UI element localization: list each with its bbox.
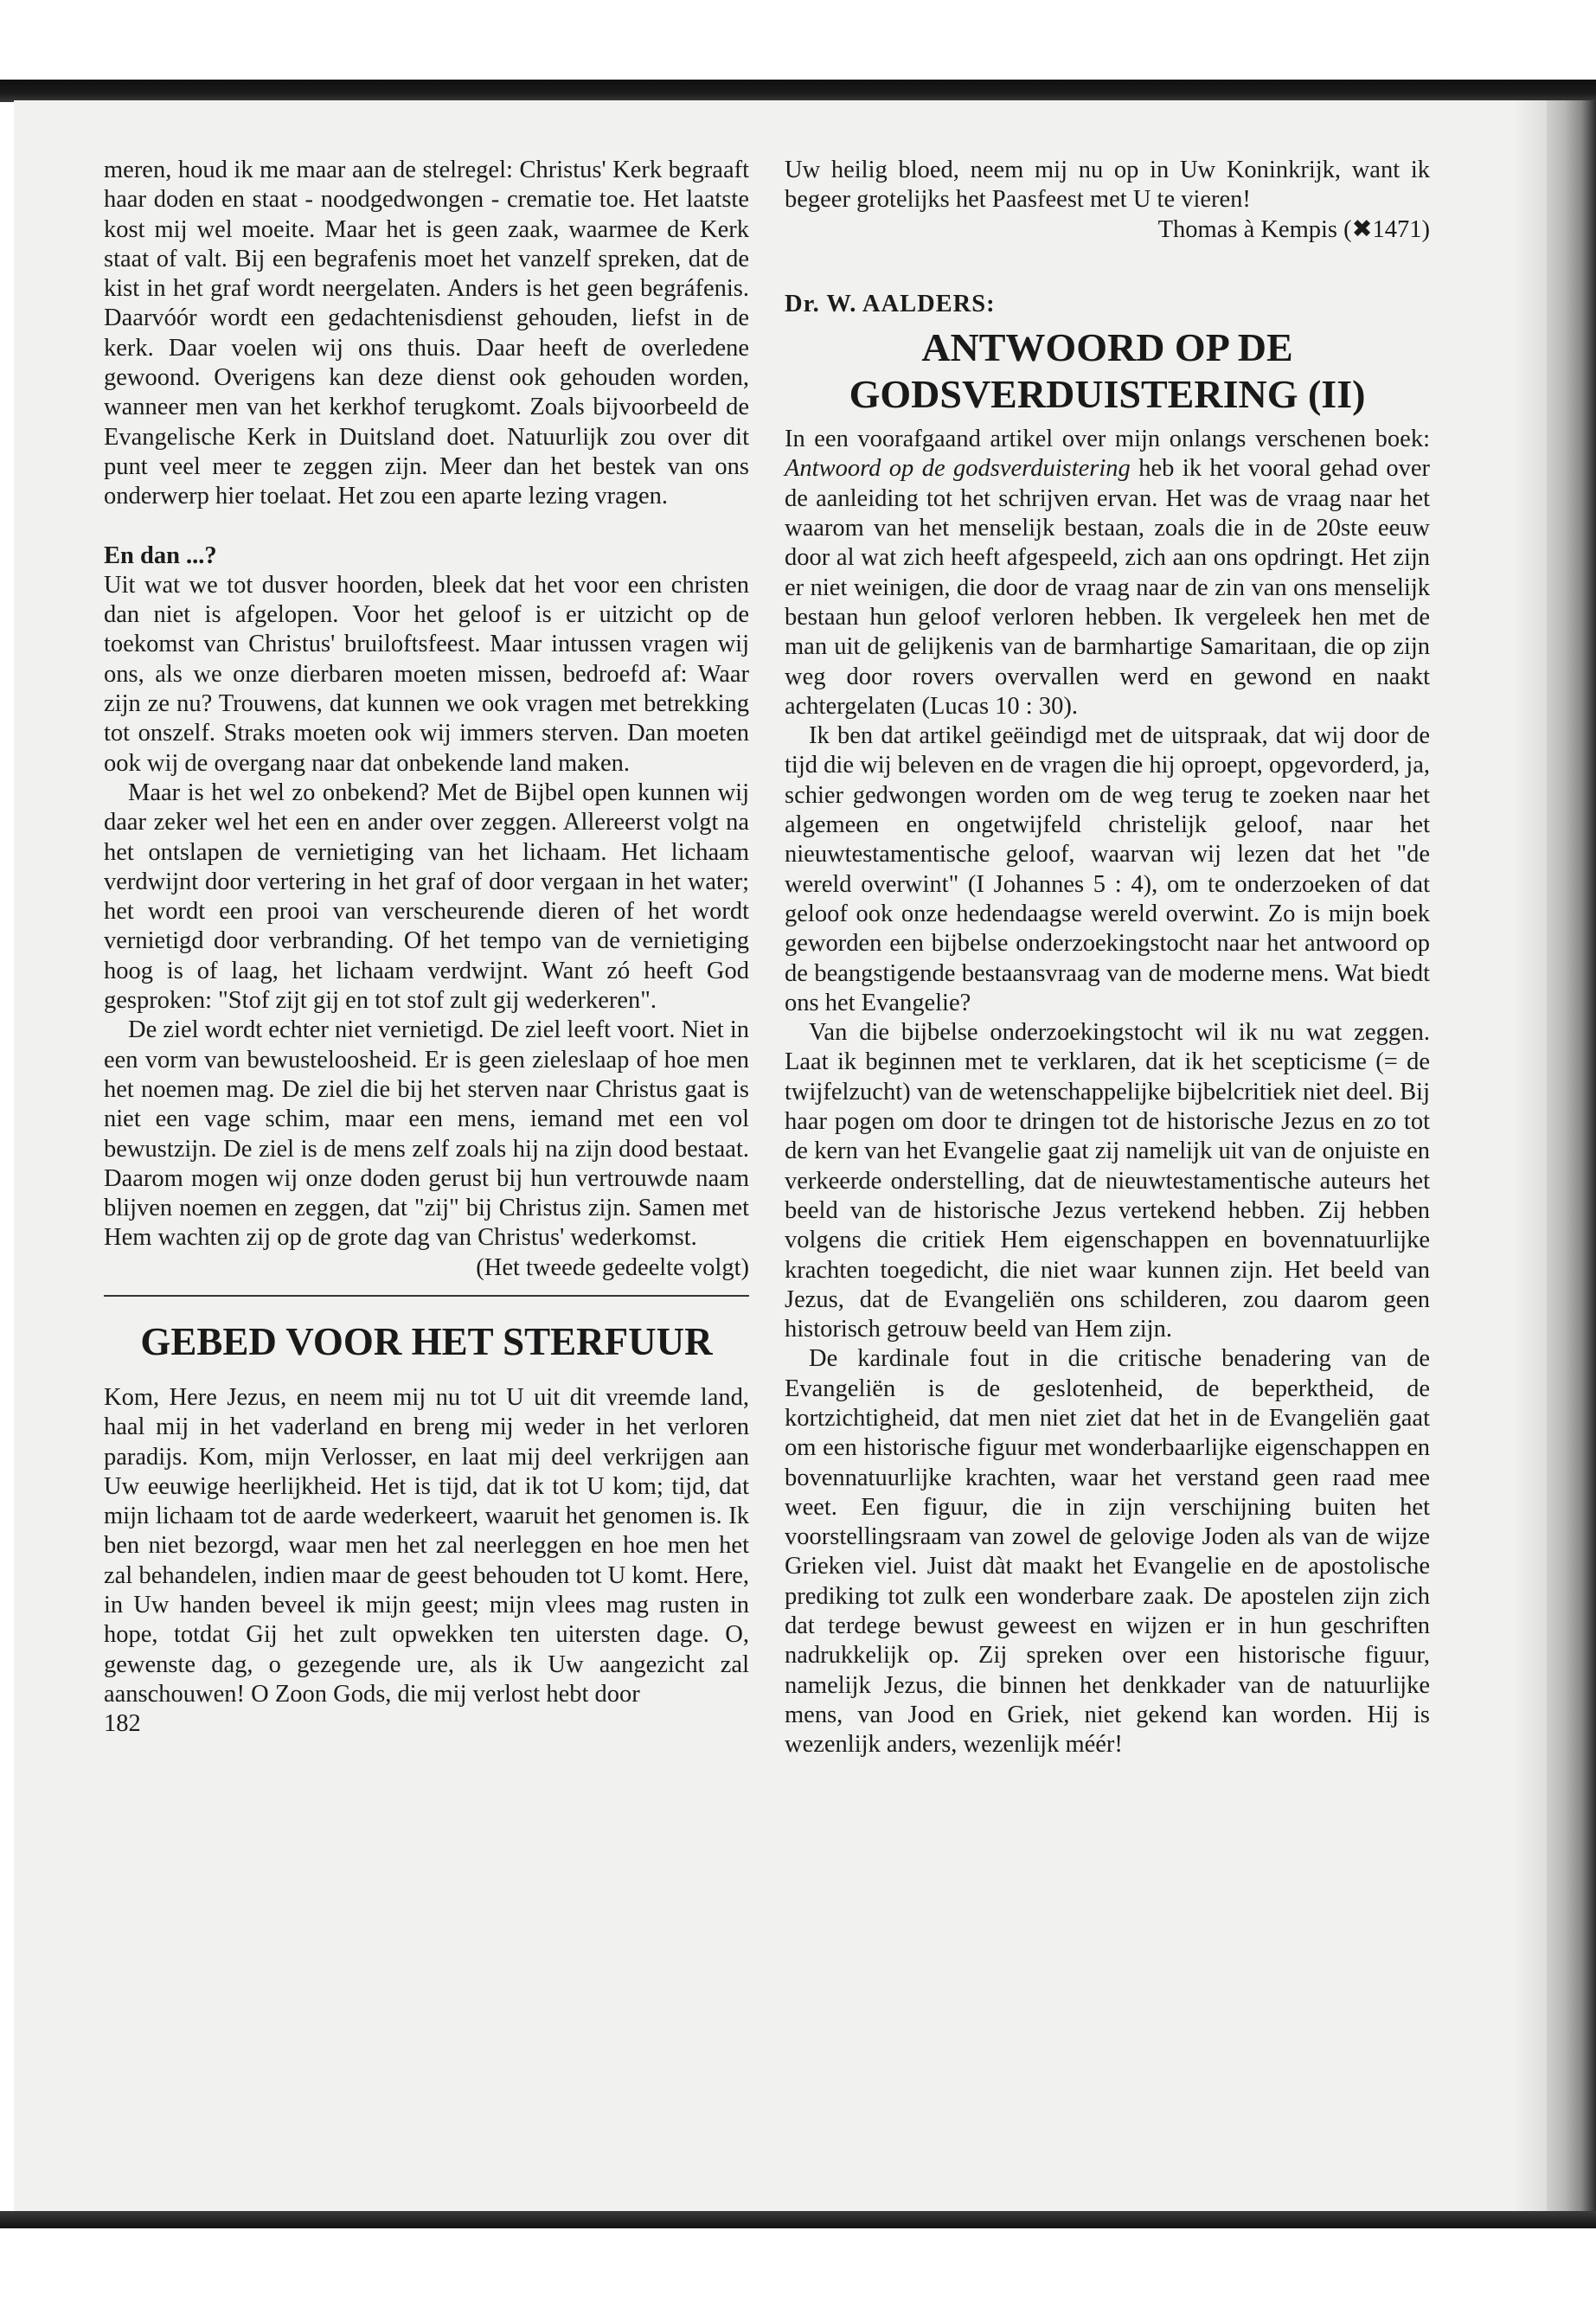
body-paragraph: Van die bijbelse onderzoekingstocht wil ik nu wat zeggen. Laat ik beginnen met te verklaren, dat ik het scepticisme (= de twijfelzucht) van de wetenschappelijke bijbelcritiek niet deel. Bij haar pogen om door te dringen tot de historische Jezus en zo tot de kern van het Evangelie gaat zij namelijk uit van de onjuiste en verkeerde onderstelling, dat de nieuwtestamentische auteurs het beeld van de historische Jezus vertekend hebben. Zij hebben volgens die critiek Hem eigenschappen en bovennatuurlijke krachten toegedicht, die niet waar kunnen zijn. Het beeld van Jezus, dat de Evangeliën ons schilderen, zou daarom geen historisch getrouw beeld van Hem zijn. <box>785 1019 1430 1343</box>
page-edge-shadow <box>1512 100 1547 2223</box>
page-number: 182 <box>104 1710 141 1738</box>
scan-top-border <box>0 80 1596 102</box>
article-intro <box>785 425 1430 721</box>
body-paragraph: De kardinale fout in die critische benadering van de Evangeliën is de geslotenheid, de beperktheid, de kortzichtigheid, dat men niet ziet dat het in de Evangeliën gaat om een historische figuur met wonderbaarlijke eigenschappen en bovennatuurlijke krachten, waar het verstand geen raad mee weet. Een figuur, die in zijn verschijning buiten het voorstellingsraam van zowel de gelovige Joden als van de wijze Grieken viel. Juist dàt maakt het Evangelie en de apostolische prediking tot zulk een wonderbare zaak. De apostelen zijn zich dat terdege bewust geweest en wijzen er in hun geschriften nadrukkelijk op. Zij spreken over een historische figuur, namelijk Jezus, die binnen het denkkader van de natuurlijke mens, van Jood en Griek, niet gekend kan worden. Hij is wezenlijk anders, wezenlijk méér! <box>785 1345 1430 1759</box>
left-column <box>104 156 749 1740</box>
continued-note: (Het tweede gedeelte volgt) <box>476 1253 749 1281</box>
prayer-text: Kom, Here Jezus, en neem mij nu tot U uit dit vreemde land, haal mij in het vaderland en breng mij weder in het verloren paradijs. Kom, mijn Verlosser, en laat mij deel verkrijgen aan Uw eeuwige heerlijkheid. Het is tijd, dat ik tot U kom; tijd, dat mijn lichaam tot de aarde wederkeert, waaruit het genomen is. Ik ben niet bezorgd, waar men het zal neerleggen en hoe men het zal behandelen, indien maar de geest behouden tot U komt. Here, in Uw handen beveel ik mijn geest; mijn vlees mag rusten in hope, totdat Gij het zult opwekken ten uitersten dage. O, gewenste dag, o gezegende ure, als ik Uw aangezicht zal aanschouwen! O Zoon Gods, die mij verlost hebt door <box>104 1383 749 1708</box>
section-title: GEBED VOOR HET STERFUUR <box>140 1319 713 1363</box>
book-title: Antwoord op de godsverduistering <box>785 455 1131 483</box>
section-divider <box>104 1295 749 1297</box>
book-spine <box>1547 100 1596 2223</box>
scan-bottom-border <box>0 2211 1596 2228</box>
article-title: ANTWOORD OP DE GODSVERDUISTERING (II) <box>849 325 1366 417</box>
attribution: Thomas à Kempis (✖1471) <box>1157 215 1430 243</box>
body-paragraph: Ik ben dat artikel geëindigd met de uitspraak, dat wij door de tijd die wij beleven en de vragen die hij oproept, opgevorderd, ja, schier gedwongen worden om de weg terug te zoeken naar het algemeen en ongetwijfeld christelijk geloof, naar het nieuwtestamentische geloof, waarvan wij lezen dat het "de wereld overwint" (I Johannes 5 : 4), om te onderzoeken of dat geloof ook onze hedendaagse wereld overwint. Zo is mijn boek geworden een bijbelse onderzoekingstocht naar het antwoord op de beangstigende bestaansvraag van de moderne mens. Wat biedt ons het Evangelie? <box>785 722 1430 1016</box>
intro-text: In een voorafgaand artikel over mijn onlangs verschenen boek: <box>785 426 1430 453</box>
prayer-continued: Uw heilig bloed, neem mij nu op in Uw Koninkrijk, want ik begeer grotelijks het Paasfeest met U te vieren! <box>785 157 1430 214</box>
body-paragraph: De ziel wordt echter niet vernietigd. De ziel leeft voort. Niet in een vorm van bewusteloosheid. Er is geen zieleslaap of hoe men het noemen mag. De ziel die bij het sterven naar Christus gaat is niet een vage schim, maar een mens, iemand met een vol bewustzijn. De ziel is de mens zelf zoals hij na zijn dood bestaat. Daarom mogen wij onze doden gerust bij hun vertrouwde naam blijven noemen en zeggen, dat "zij" bij Christus zijn. Samen met Hem wachten zij op de grote dag van Christus' wederkomst. <box>104 1016 749 1252</box>
right-column <box>785 156 1430 1760</box>
subheading: En dan ...? <box>104 542 217 569</box>
intro-text-cont: heb ik het vooral gehad over de aanleiding tot het schrijven ervan. Het was de vraag naar het waarom van het menselijk bestaan, zoals die in de 20ste eeuw door al wat zich heeft afgespeeld, zich aan ons opdringt. Het zijn er niet weinigen, die door de vraag naar de zin van ons menselijk bestaan hun geloof verloren hebben. Ik vergeleek hen met de man uit de gelijkenis van de barmhartige Samaritaan, die op zijn weg door rovers overvallen werd en gewond en naakt achtergelaten (Lucas 10 : 30). <box>785 455 1430 720</box>
body-paragraph: Uit wat we tot dusver hoorden, bleek dat het voor een christen dan niet is afgelopen. Voor het geloof is er uitzicht op de toekomst van Christus' bruiloftsfeest. Maar intussen vragen wij ons, als we onze dierbaren moeten missen, bedroefd af: Waar zijn ze nu? Trouwens, dat kunnen we ook vragen met betrekking tot onszelf. Straks moeten ook wij immers sterven. Dan moeten ook wij de overgang naar dat onbekende land maken. <box>104 571 749 777</box>
intro-paragraph: meren, houd ik me maar aan de stelregel: Christus' Kerk begraaft haar doden en staat - noodgedwongen - crematie toe. Het laatste kost mij wel moeite. Maar het is geen zaak, waarmee de Kerk staat of valt. Bij een begrafenis moet het vanzelf spreken, dat de kist in het graf wordt neergelaten. Anders is het geen begráfenis. Daarvóór wordt een gedachtenisdienst gehouden, liefst in de kerk. Daar voelen wij ons thuis. Daar heeft de overledene gewoond. Overigens kan deze dienst ook gehouden worden, wanneer men van het kerkhof terugkomt. Zoals bijvoorbeeld de Evangelische Kerk in Duitsland doet. Natuurlijk zou over dit punt veel meer te zeggen zijn. Meer dan het bestek van ons onderwerp hier toelaat. Het zou een aparte lezing vragen. <box>104 157 749 510</box>
author-byline: Dr. W. AALDERS: <box>785 290 996 317</box>
body-paragraph: Maar is het wel zo onbekend? Met de Bijbel open kunnen wij daar zeker wel het een en ander over zeggen. Allereerst volgt na het ontslapen de vernietiging van het lichaam. Het lichaam verdwijnt door vertering in het graf of door vergaan in het water; het wordt een prooi van verscheurende dieren of het wordt vernietigd door verbranding. Of het tempo van de vernietiging hoog is of laag, het lichaam verdwijnt. Want zó heeft God gesproken: "Stof zijt gij en tot stof zult gij wederkeren". <box>104 779 749 1015</box>
spacer <box>104 512 749 542</box>
